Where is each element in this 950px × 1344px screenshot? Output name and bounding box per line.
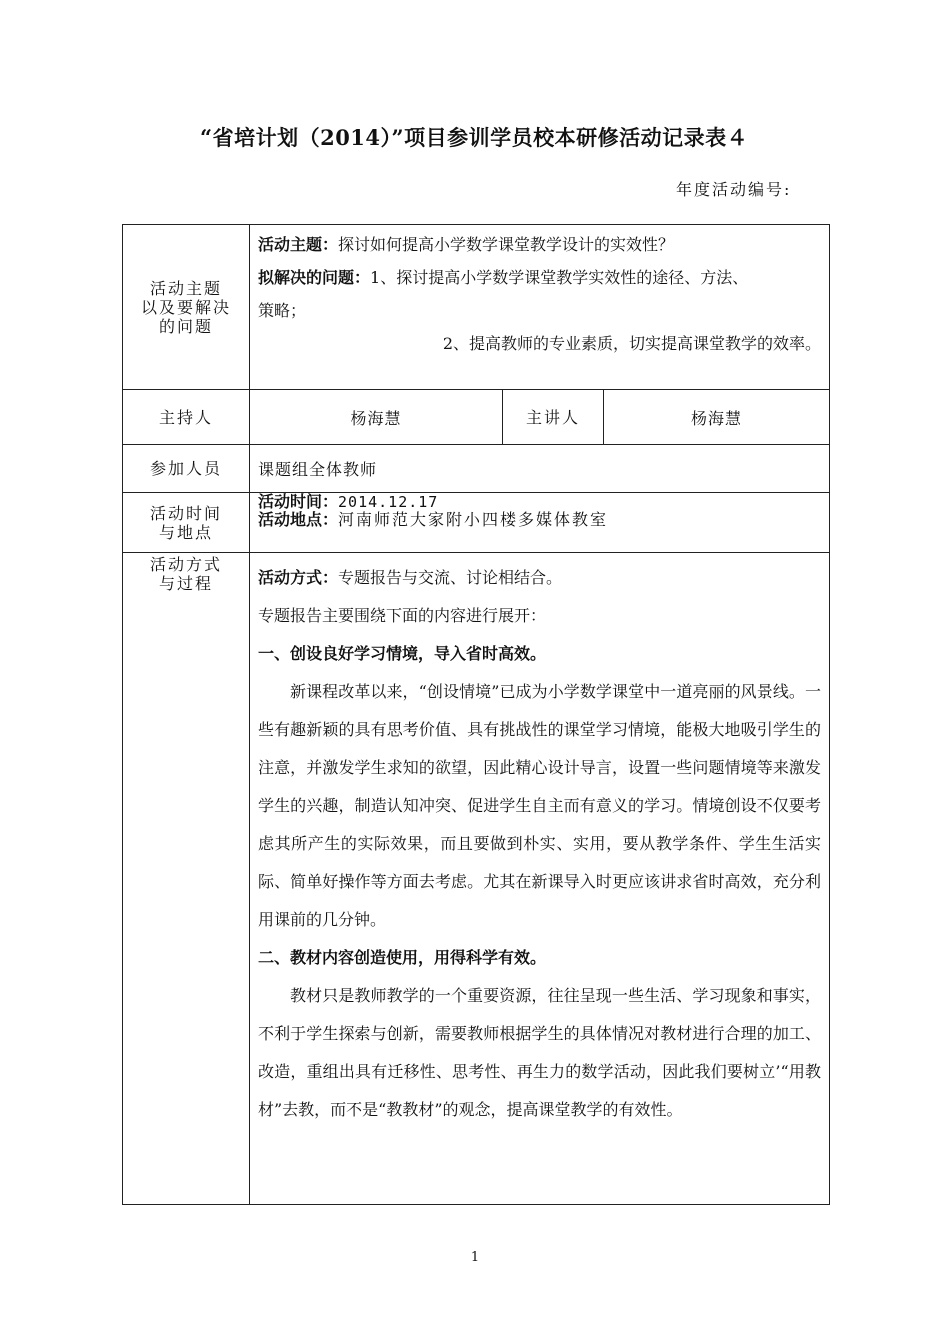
section-heading-1: 一、创设良好学习情境，导入省时高效。 xyxy=(258,644,547,663)
problem-label: 拟解决的问题： xyxy=(258,268,371,287)
topic-label: 活动主题 以及要解决 的问题 xyxy=(123,225,250,390)
problem-1b: 策略； xyxy=(258,301,307,320)
row-host xyxy=(123,390,830,445)
topic-content xyxy=(250,225,830,390)
page-number: 1 xyxy=(470,1250,480,1265)
process-content xyxy=(250,553,830,1205)
theme-text: 探讨如何提高小学数学课堂教学设计的实效性？ xyxy=(338,235,675,254)
time-value: 2014.12.17 xyxy=(338,493,439,511)
mode-text: 专题报告与交流、讨论相结合。 xyxy=(338,568,563,587)
problem-1a: 1、探讨提高小学数学课堂教学实效性的途径、方法、 xyxy=(370,268,749,287)
mode-label: 活动方式： xyxy=(258,568,339,587)
place-value: 河南师范大家附小四楼多媒体教室 xyxy=(338,510,609,529)
row-participants xyxy=(123,445,830,493)
host-value: 杨海慧 xyxy=(250,390,503,445)
participants-value: 课题组全体教师 xyxy=(250,445,830,493)
row-process xyxy=(123,553,830,1205)
document-title: “省培计划（2014）”项目参训学员校本研修活动记录表４ xyxy=(200,125,749,150)
row-topic xyxy=(123,225,830,390)
row-time-place xyxy=(123,493,830,553)
theme-label: 活动主题： xyxy=(258,235,339,254)
speaker-value: 杨海慧 xyxy=(604,390,830,445)
time-label: 活动时间： xyxy=(258,492,339,511)
section-heading-2: 二、教材内容创造使用，用得科学有效。 xyxy=(258,948,547,967)
speaker-label: 主讲人 xyxy=(503,390,604,445)
host-label: 主持人 xyxy=(123,390,250,445)
section-paragraph-1: 新课程改革以来，“创设情境”已成为小学数学课堂中一道亮丽的风景线。一些有趣新颖的具有思考价值、具有挑战性的课堂学习情境，能极大地吸引学生的注意，并激发学生求知的欲望，因此精心设计导言，设置一些问题情境等来激发学生的兴趣，制造认知冲突、促进学生自主而有意义的学习。情境创设不仅要考虑其所产生的实际效果，而且要做到朴实、实用，要从教学条件、学生生活实际、简单好操作等方面去考虑。尤其在新课导入时更应该讲求省时高效，充分利用课前的几分钟。 xyxy=(258,682,822,929)
process-intro: 专题报告主要围绕下面的内容进行展开： xyxy=(258,606,547,625)
time-place-content xyxy=(250,493,830,553)
record-table xyxy=(122,224,830,1205)
process-label: 活动方式 与过程 xyxy=(123,553,250,1205)
time-place-label: 活动时间 与地点 xyxy=(123,493,250,553)
place-label: 活动地点： xyxy=(258,510,339,529)
activity-code-label: 年度活动编号: xyxy=(676,180,792,199)
problem-2: 2、提高教师的专业素质，切实提高课堂教学的效率。 xyxy=(442,334,822,353)
participants-label: 参加人员 xyxy=(123,445,250,493)
section-paragraph-2: 教材只是教师教学的一个重要资源，往往呈现一些生活、学习现象和事实，不利于学生探索与创新，需要教师根据学生的具体情况对教材进行合理的加工、改造，重组出具有迁移性、思考性、再生力的数学活动，因此我们要树立’“用教材”去教，而不是“教教材”的观念，提高课堂教学的有效性。 xyxy=(258,986,822,1119)
